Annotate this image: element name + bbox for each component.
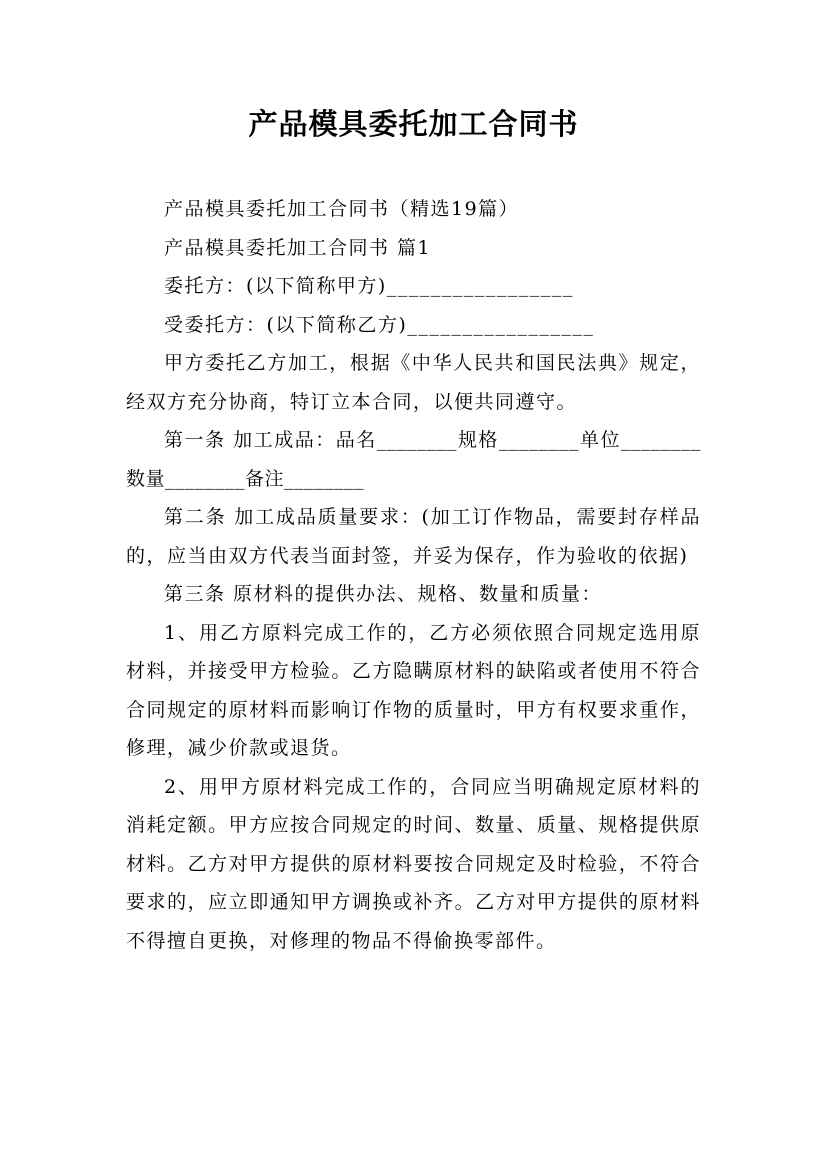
paragraph-article-2: 第二条 加工成品质量要求：(加工订作物品，需要封存样品的，应当由双方代表当面封签，并妥为保存，作为验收的依据): [126, 506, 701, 567]
paragraph-clause-1: 1、用乙方原料完成工作的，乙方必须依照合同规定选用原材料，并接受甲方检验。乙方隐瞒原材料的缺陷或者使用不符合合同规定的原材料而影响订作物的质量时，甲方有权要求重作，修理，减少价款或退货。: [126, 621, 701, 759]
paragraph-party-b: 受委托方：(以下简称乙方)_________________: [164, 313, 595, 336]
paragraph-clause-2: 2、用甲方原材料完成工作的，合同应当明确规定原材料的消耗定额。甲方应按合同规定的时间、数量、质量、规格提供原材料。乙方对甲方提供的原材料要按合同规定及时检验，不符合要求的，应立即通知甲方调换或补齐。乙方对甲方提供的原材料不得擅自更换，对修理的物品不得偷换零部件。: [126, 775, 701, 952]
document-body: [126, 190, 701, 960]
paragraph-subtitle: 产品模具委托加工合同书（精选19篇）: [164, 198, 520, 220]
paragraph-article-3: 第三条 原材料的提供办法、规格、数量和质量：: [164, 583, 603, 605]
document-title: 产品模具委托加工合同书: [248, 107, 579, 141]
paragraph-preamble: 甲方委托乙方加工，根据《中华人民共和国民法典》规定，经双方充分协商，特订立本合同，以便共同遵守。: [126, 352, 701, 413]
paragraph-party-a: 委托方：(以下简称甲方)_________________: [164, 275, 574, 297]
paragraph-section-heading: 产品模具委托加工合同书 篇1: [164, 236, 432, 259]
paragraph-article-1: 第一条 加工成品：品名________规格________单位________数量________备注________: [126, 429, 701, 490]
